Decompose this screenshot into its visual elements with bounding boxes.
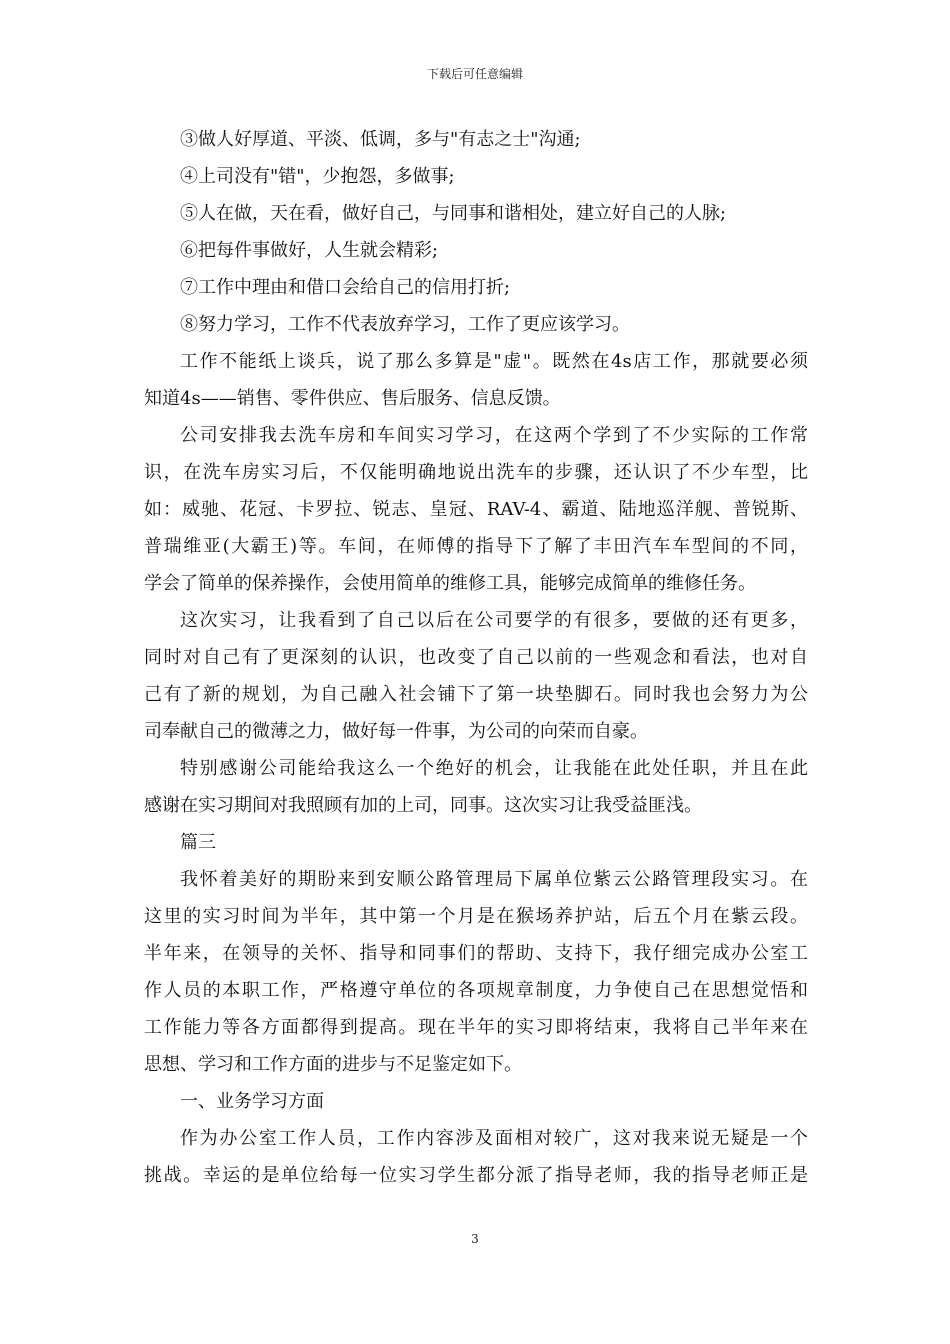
document-body	[144, 121, 808, 1194]
page-header: 下载后可任意编辑	[426, 67, 523, 81]
text-line: 识，在洗车房实习后，不仅能明确地说出洗车的步骤，还认识了不少车型，比	[144, 462, 808, 483]
text-line: 感谢在实习期间对我照顾有加的上司，同事。这次实习让我受益匪浅。	[144, 795, 702, 816]
text-line: 作为办公室工作人员，工作内容涉及面相对较广，这对我来说无疑是一个	[180, 1128, 808, 1149]
text-line: ④上司没有"错"，少抱怨，多做事;	[180, 166, 455, 187]
text-line: ⑧努力学习，工作不代表放弃学习，工作了更应该学习。	[180, 314, 630, 335]
text-line: 知道4s——销售、零件供应、售后服务、信息反馈。	[144, 388, 561, 409]
text-line: 作人员的本职工作，严格遵守单位的各项规章制度，力争使自己在思想觉悟和	[144, 980, 808, 1001]
text-line: 这里的实习时间为半年，其中第一个月是在猴场养护站，后五个月在紫云段。	[144, 906, 808, 927]
text-line: 工作能力等各方面都得到提高。现在半年的实习即将结束，我将自己半年来在	[144, 1017, 808, 1038]
text-line: 公司安排我去洗车房和车间实习学习，在这两个学到了不少实际的工作常	[180, 425, 808, 446]
text-line: 同时对自己有了更深刻的认识，也改变了自己以前的一些观念和看法，也对自	[144, 647, 808, 668]
text-line: 挑战。幸运的是单位给每一位实习学生都分派了指导老师，我的指导老师正是	[144, 1165, 808, 1186]
section-heading: 一、业务学习方面	[180, 1091, 324, 1112]
text-line: 如：威驰、花冠、卡罗拉、锐志、皇冠、RAV-4、霸道、陆地巡洋舰、普锐斯、	[144, 499, 808, 520]
text-line: 半年来，在领导的关怀、指导和同事们的帮助、支持下，我仔细完成办公室工	[144, 943, 808, 964]
section-heading: 篇三	[180, 832, 216, 853]
text-line: ⑥把每件事做好，人生就会精彩;	[180, 240, 439, 261]
text-line: 这次实习，让我看到了自己以后在公司要学的有很多，要做的还有更多，	[180, 610, 808, 631]
page-number: 3	[471, 1232, 479, 1246]
text-line: 我怀着美好的期盼来到安顺公路管理局下属单位紫云公路管理段实习。在	[180, 869, 808, 890]
text-line: 思想、学习和工作方面的进步与不足鉴定如下。	[144, 1054, 522, 1075]
text-line: 司奉献自己的微薄之力，做好每一件事，为公司的向荣而自豪。	[144, 721, 648, 742]
text-line: 普瑞维亚(大霸王)等。车间，在师傅的指导下了解了丰田汽车车型间的不同，	[144, 536, 808, 557]
text-line: ③做人好厚道、平淡、低调，多与"有志之士"沟通;	[180, 129, 581, 150]
text-line: 己有了新的规划，为自己融入社会铺下了第一块垫脚石。同时我也会努力为公	[144, 684, 808, 705]
text-line: ⑤人在做，天在看，做好自己，与同事和谐相处，建立好自己的人脉;	[180, 203, 727, 224]
text-line: ⑦工作中理由和借口会给自己的信用打折;	[180, 277, 511, 298]
text-line: 工作不能纸上谈兵，说了那么多算是"虚"。既然在4s店工作，那就要必须	[180, 351, 808, 372]
text-line: 特别感谢公司能给我这么一个绝好的机会，让我能在此处任职，并且在此	[180, 758, 808, 779]
text-line: 学会了简单的保养操作，会使用简单的维修工具，能够完成简单的维修任务。	[144, 573, 756, 594]
